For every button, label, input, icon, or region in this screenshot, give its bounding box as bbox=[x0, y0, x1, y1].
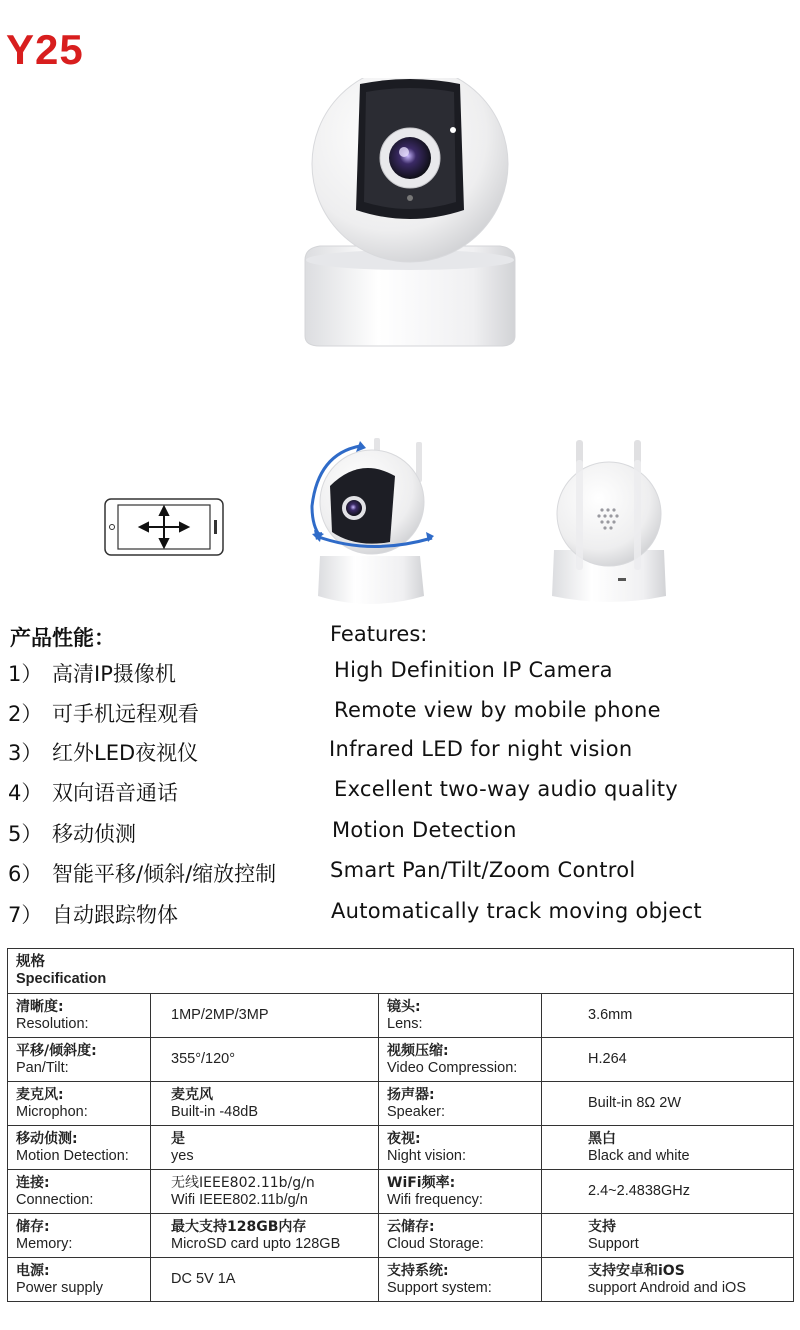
spec-label: WiFi频率: Wifi frequency: bbox=[379, 1170, 542, 1214]
spec-label: 云储存: Cloud Storage: bbox=[379, 1214, 542, 1258]
feature-cn: 双向语音通话 bbox=[52, 781, 178, 805]
feature-item bbox=[0, 899, 800, 929]
feature-cn: 移动侦测 bbox=[52, 822, 136, 846]
spec-label: 储存: Memory: bbox=[8, 1214, 151, 1258]
spec-label: 清晰度: Resolution: bbox=[8, 994, 151, 1038]
feature-cn: 智能平移/倾斜/缩放控制 bbox=[52, 862, 277, 886]
spec-label: 视频压缩: Video Compression: bbox=[379, 1038, 542, 1082]
table-row bbox=[8, 1082, 794, 1126]
feature-item bbox=[0, 737, 800, 767]
spec-label: 麦克风: Microphon: bbox=[8, 1082, 151, 1126]
table-row bbox=[8, 1258, 794, 1302]
feature-cn: 可手机远程观看 bbox=[52, 702, 199, 726]
spec-label: 连接: Connection: bbox=[8, 1170, 151, 1214]
spec-value: H.264 bbox=[542, 1038, 794, 1082]
table-row bbox=[8, 1170, 794, 1214]
camera-pan-tilt-image bbox=[300, 436, 440, 608]
feature-number: 7） bbox=[8, 903, 43, 927]
spec-table bbox=[7, 948, 794, 1302]
spec-label: 平移/倾斜度: Pan/Tilt: bbox=[8, 1038, 151, 1082]
camera-front-image bbox=[300, 78, 520, 350]
camera-back-image bbox=[548, 440, 670, 604]
feature-en: High Definition IP Camera bbox=[334, 658, 613, 682]
spec-label: 电源: Power supply bbox=[8, 1258, 151, 1302]
table-row bbox=[8, 1214, 794, 1258]
model-name: Y25 bbox=[6, 26, 84, 73]
feature-item bbox=[0, 777, 800, 807]
feature-cn: 红外LED夜视仪 bbox=[52, 741, 199, 765]
features-heading-en: Features: bbox=[330, 622, 428, 646]
feature-number: 5） bbox=[8, 822, 43, 846]
spec-value: 最大支持128GB内存 MicroSD card upto 128GB bbox=[151, 1214, 379, 1258]
spec-value: 无线IEEE802.11b/g/n Wifi IEEE802.11b/g/n bbox=[151, 1170, 379, 1214]
spec-value: 支持 Support bbox=[542, 1214, 794, 1258]
feature-en: Automatically track moving object bbox=[331, 899, 702, 923]
feature-item bbox=[0, 858, 800, 888]
feature-item bbox=[0, 698, 800, 728]
spec-label: 镜头: Lens: bbox=[379, 994, 542, 1038]
feature-en: Excellent two-way audio quality bbox=[334, 777, 678, 801]
spec-title-en: Specification bbox=[16, 971, 107, 987]
feature-en: Smart Pan/Tilt/Zoom Control bbox=[330, 858, 636, 882]
spec-value: 黑白 Black and white bbox=[542, 1126, 794, 1170]
feature-number: 2） bbox=[8, 702, 43, 726]
features-heading-cn: 产品性能： bbox=[10, 626, 115, 650]
spec-value: 麦克风 Built-in -48dB bbox=[151, 1082, 379, 1126]
feature-number: 1） bbox=[8, 662, 43, 686]
table-row bbox=[8, 1126, 794, 1170]
spec-label: 支持系统: Support system: bbox=[379, 1258, 542, 1302]
feature-en: Infrared LED for night vision bbox=[329, 737, 633, 761]
feature-en: Remote view by mobile phone bbox=[334, 698, 661, 722]
spec-label: 夜视: Night vision: bbox=[379, 1126, 542, 1170]
spec-value: 3.6mm bbox=[542, 994, 794, 1038]
feature-number: 3） bbox=[8, 741, 43, 765]
spec-title-cn: 规格 bbox=[16, 954, 45, 970]
spec-label: 移动侦测: Motion Detection: bbox=[8, 1126, 151, 1170]
spec-value: DC 5V 1A bbox=[151, 1258, 379, 1302]
table-row bbox=[8, 1038, 794, 1082]
feature-item bbox=[0, 658, 800, 688]
feature-cn: 高清IP摄像机 bbox=[52, 662, 176, 686]
spec-value: 2.4~2.4838GHz bbox=[542, 1170, 794, 1214]
feature-en: Motion Detection bbox=[332, 818, 517, 842]
phone-control-icon bbox=[104, 498, 224, 556]
feature-number: 6） bbox=[8, 862, 43, 886]
spec-value: 355°/120° bbox=[151, 1038, 379, 1082]
spec-title-row bbox=[8, 949, 794, 994]
spec-value: 是 yes bbox=[151, 1126, 379, 1170]
feature-item bbox=[0, 818, 800, 848]
spec-label: 扬声器: Speaker: bbox=[379, 1082, 542, 1126]
feature-cn: 自动跟踪物体 bbox=[52, 903, 178, 927]
spec-value: 1MP/2MP/3MP bbox=[151, 994, 379, 1038]
spec-value: 支持安卓和iOS support Android and iOS bbox=[542, 1258, 794, 1302]
feature-number: 4） bbox=[8, 781, 43, 805]
table-row bbox=[8, 994, 794, 1038]
spec-value: Built-in 8Ω 2W bbox=[542, 1082, 794, 1126]
spec-title bbox=[8, 949, 794, 994]
